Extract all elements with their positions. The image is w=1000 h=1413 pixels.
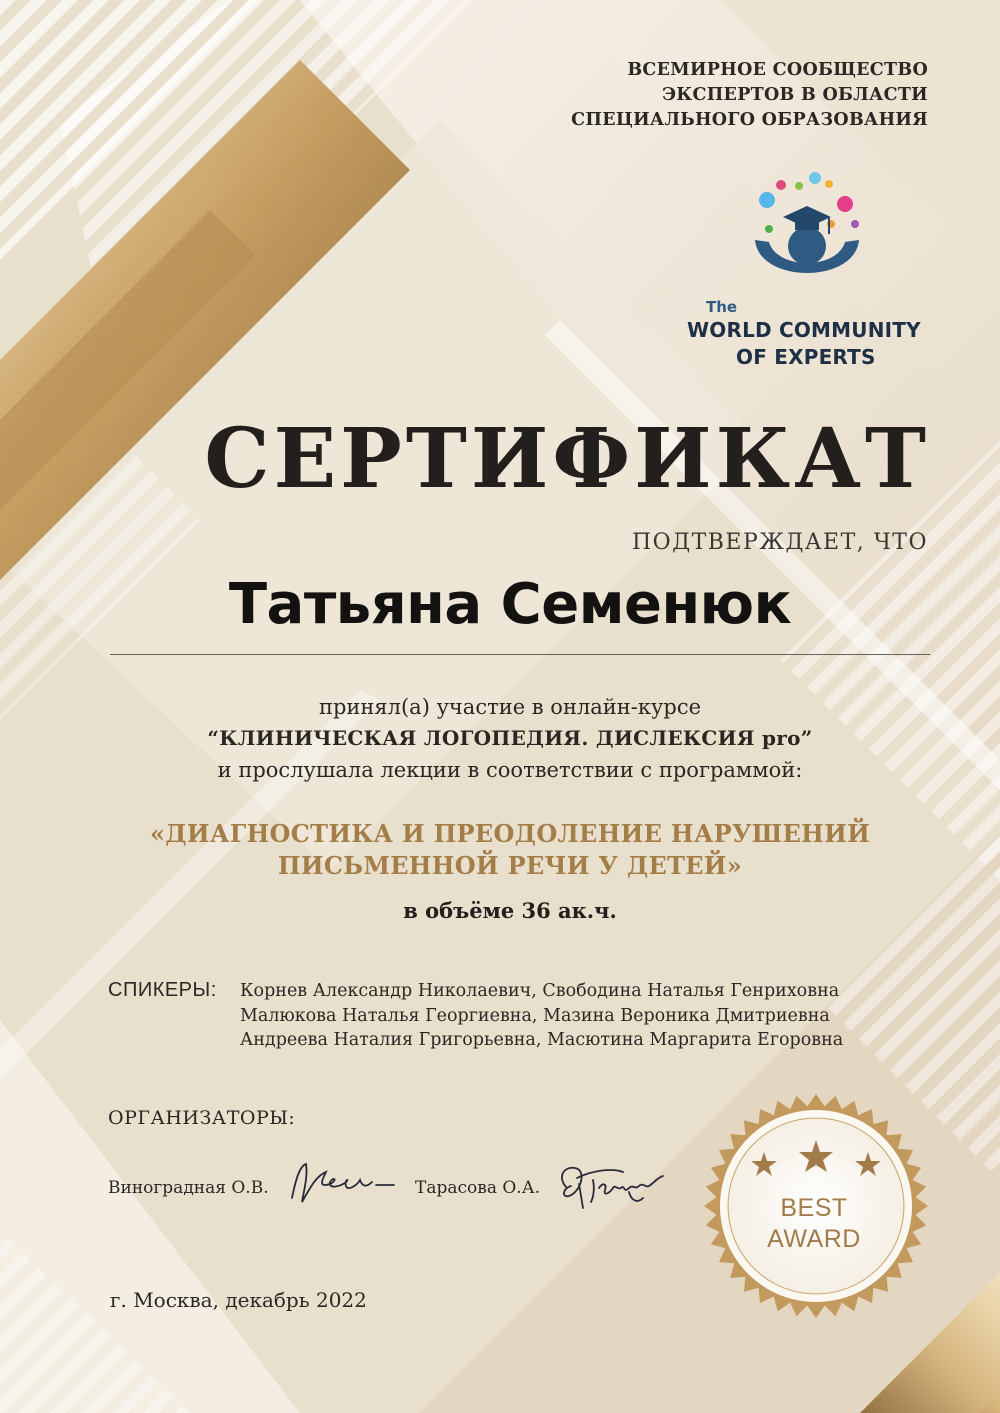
organization-title <box>508 58 928 133</box>
course-hours: в объёме 36 ак.ч. <box>403 898 617 923</box>
confirms-text: ПОДТВЕРЖДАЕТ, ЧТО <box>631 530 928 555</box>
organization-title-line: ЭКСПЕРТОВ В ОБЛАСТИ <box>662 85 928 105</box>
certificate-title: СЕРТИФИКАТ <box>204 411 930 507</box>
place-date: г. Москва, декабрь 2022 <box>110 1288 367 1312</box>
logo-prefix: The <box>706 298 738 316</box>
speakers-line: Малюкова Наталья Георгиевна, Мазина Вероника Дмитриевна <box>240 1005 830 1026</box>
organizers-label: ОРГАНИЗАТОРЫ: <box>108 1107 296 1129</box>
seal-line: AWARD <box>767 1225 861 1253</box>
name-underline <box>110 654 930 655</box>
course-name: “КЛИНИЧЕСКАЯ ЛОГОПЕДИЯ. ДИСЛЕКСИЯ pro” <box>207 726 813 750</box>
organization-title-line: СПЕЦИАЛЬНОГО ОБРАЗОВАНИЯ <box>571 110 928 130</box>
speakers-line: Андреева Наталия Григорьевна, Масютина Маргарита Егоровна <box>240 1030 844 1050</box>
speakers-label: СПИКЕРЫ: <box>108 979 217 1001</box>
organizer-name: Виноградная О.В. <box>108 1178 269 1198</box>
recipient-name: Татьяна Семенюк <box>228 572 792 637</box>
program-intro-text: и прослушала лекции в соответствии с программой: <box>217 758 803 782</box>
logo-text-line: OF EXPERTS <box>736 345 876 369</box>
speakers-list <box>240 979 843 1053</box>
signature-image <box>286 1158 396 1208</box>
organization-title-line: ВСЕМИРНОЕ СООБЩЕСТВО <box>627 60 928 80</box>
seal-line: BEST <box>780 1194 848 1222</box>
speakers-line: Корнев Александр Николаевич, Свободина Наталья Генриховна <box>240 981 840 1001</box>
organizer-name: Тарасова О.А. <box>415 1178 540 1198</box>
program-title <box>110 818 910 882</box>
logo-text-line: WORLD COMMUNITY <box>687 318 921 342</box>
course-participation-text: принял(а) участие в онлайн-курсе <box>318 695 702 719</box>
program-title-line: «ДИАГНОСТИКА И ПРЕОДОЛЕНИЕ НАРУШЕНИЙ <box>149 819 871 848</box>
program-title-line: ПИСЬМЕННОЙ РЕЧИ У ДЕТЕЙ» <box>277 851 743 880</box>
signature-image <box>553 1158 678 1218</box>
graduate-cap-logo-icon <box>745 172 875 292</box>
